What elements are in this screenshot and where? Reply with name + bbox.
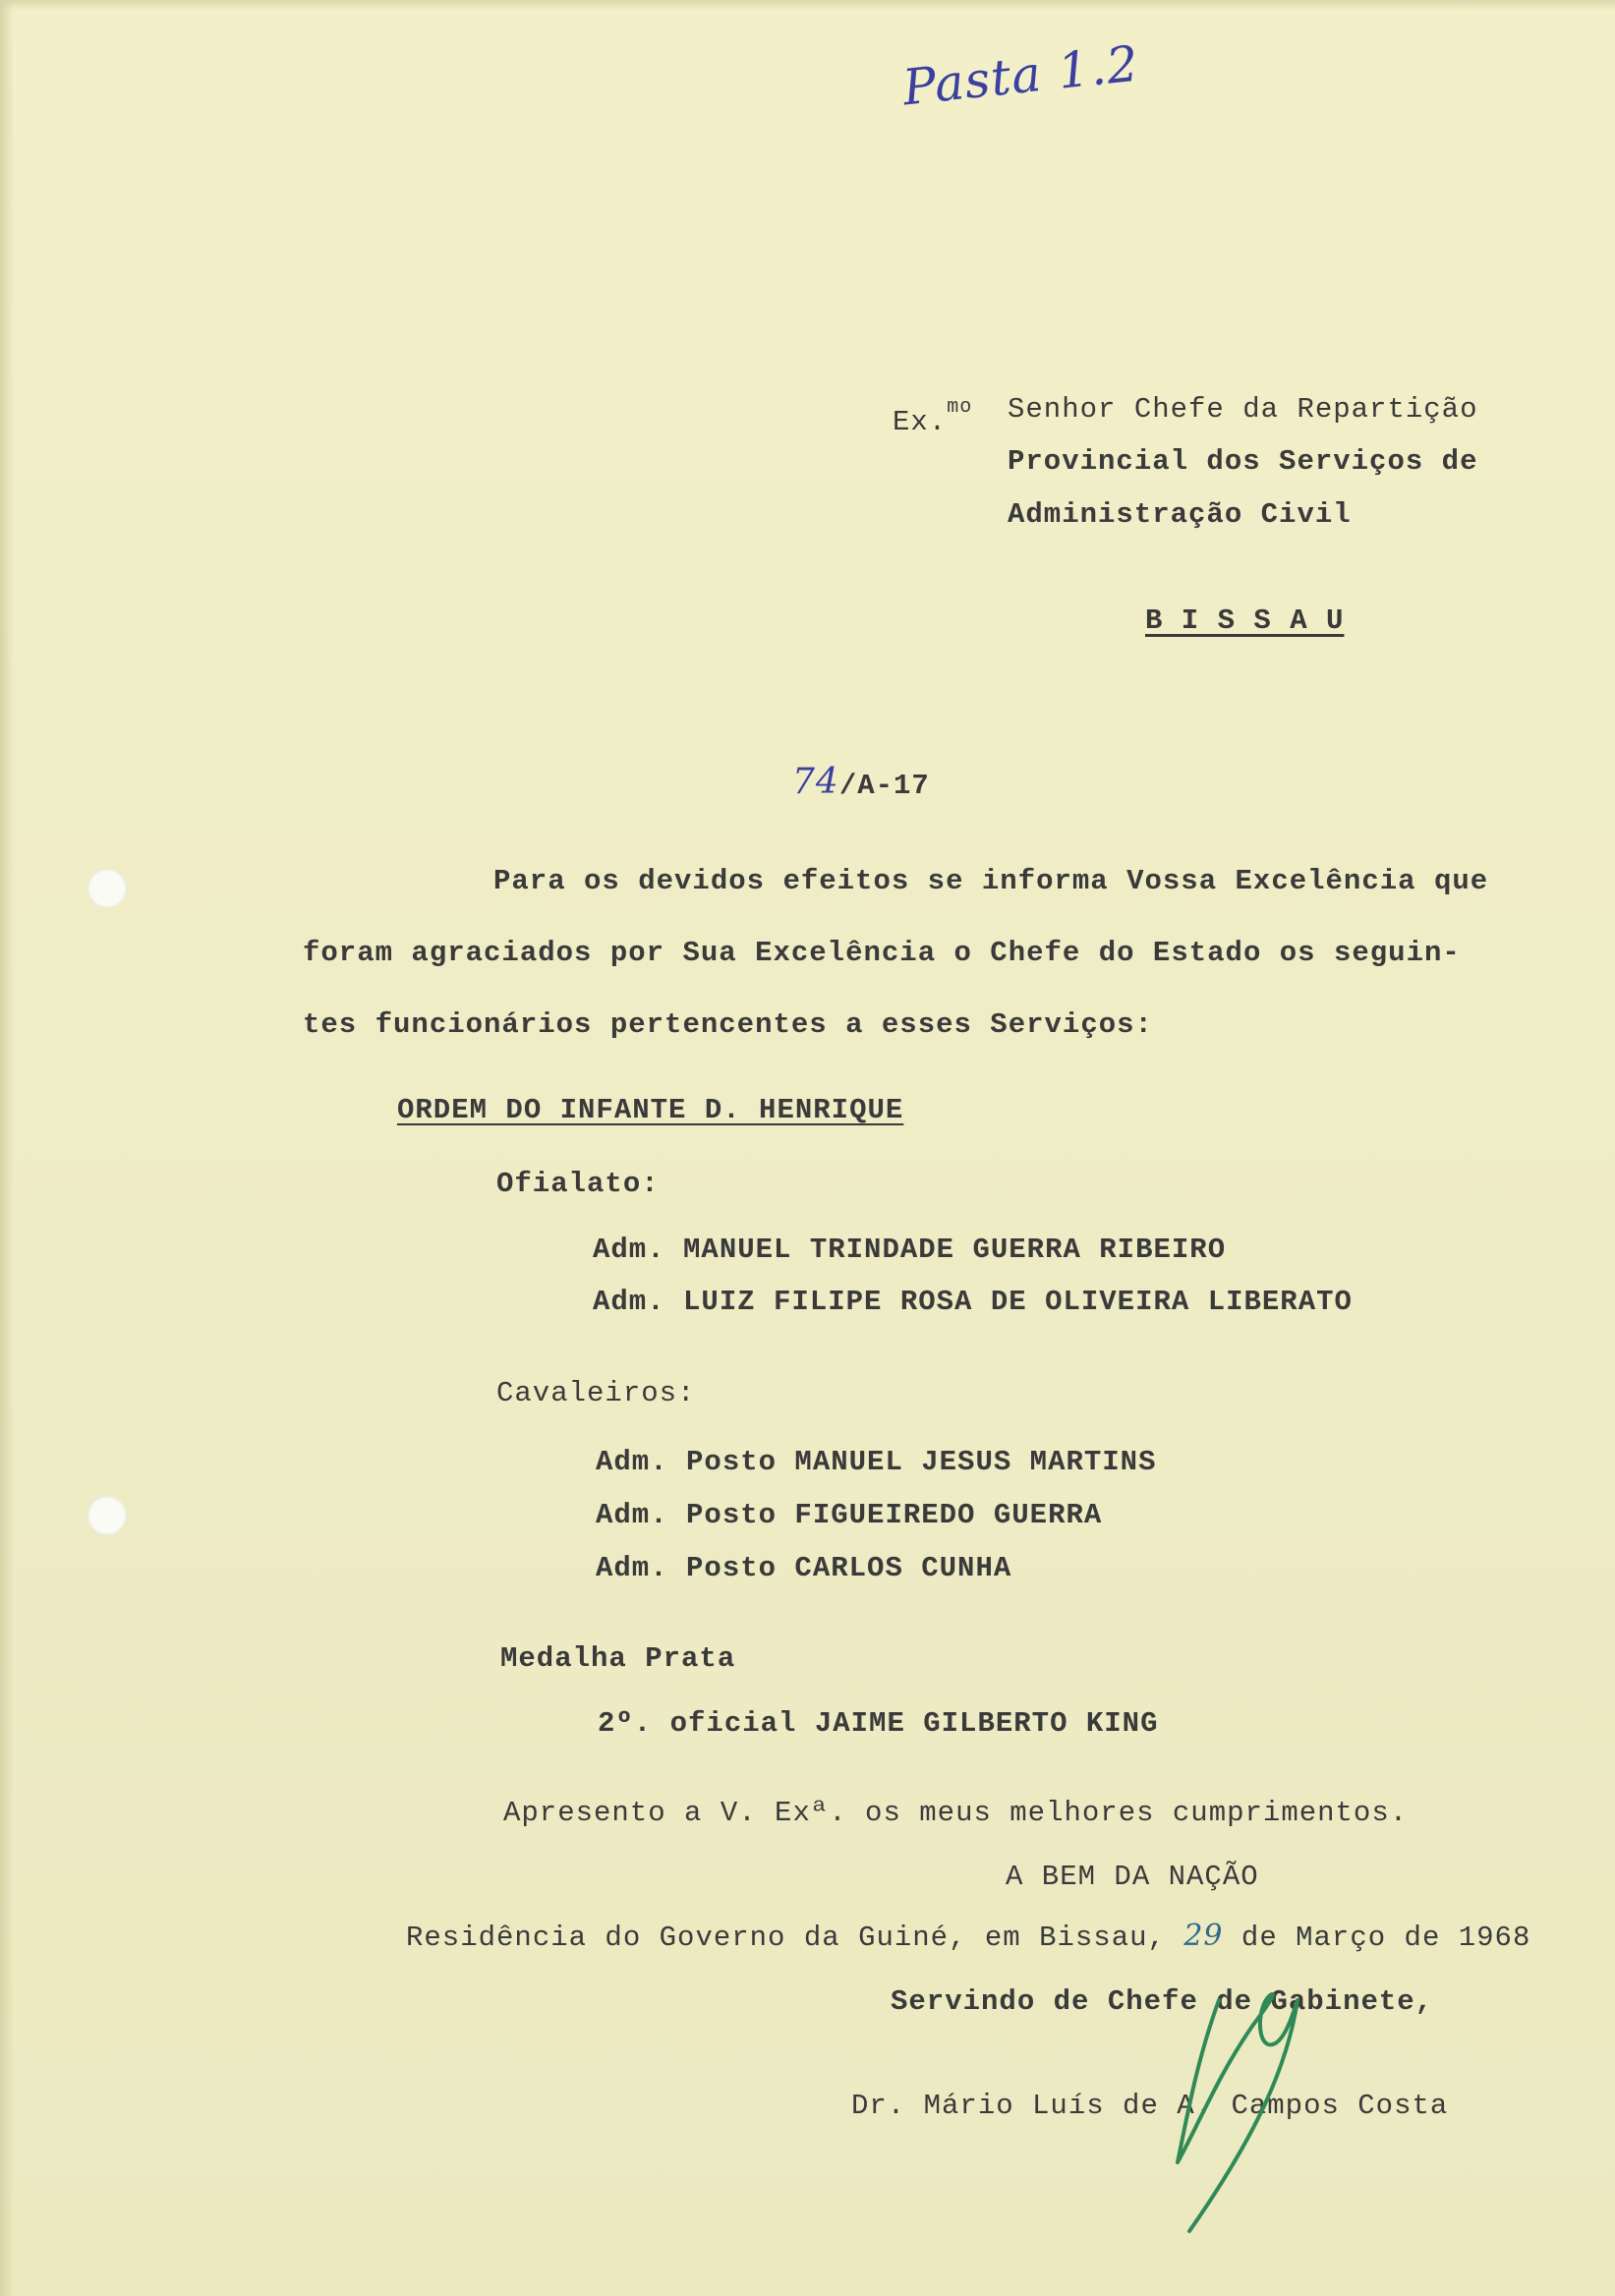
- paper-top-edge: [0, 0, 1615, 10]
- addressee-prefix: [893, 398, 972, 436]
- place-date-day: 29: [1183, 1919, 1224, 1953]
- closing-greeting: Apresento a V. Exª. os meus melhores cumprimentos.: [503, 1797, 1409, 1829]
- body-line-3: tes funcionários pertencentes a esses Serviços:: [303, 1008, 1153, 1041]
- reference-number: [792, 762, 930, 802]
- addressee-line-1: Senhor Chefe da Repartição: [1008, 393, 1478, 426]
- addressee-prefix-sup: mo: [947, 396, 973, 419]
- signature-stroke: [1178, 1994, 1298, 2231]
- addressee-city: B I S S A U: [1145, 604, 1345, 637]
- handwritten-note: Pasta 1.2: [899, 34, 1142, 117]
- cavaleiros-item: Adm. Posto FIGUEIREDO GUERRA: [596, 1499, 1103, 1531]
- closing-role: Servindo de Chefe de Gabinete,: [891, 1985, 1434, 2018]
- cavaleiros-heading: Cavaleiros:: [496, 1377, 696, 1409]
- medalha-item: 2º. oficial JAIME GILBERTO KING: [598, 1707, 1159, 1740]
- reference-number-handwritten: 74: [792, 762, 839, 802]
- cavaleiros-item: Adm. Posto CARLOS CUNHA: [596, 1552, 1012, 1584]
- body-line-2: foram agraciados por Sua Excelência o Chefe do Estado os seguin-: [303, 937, 1461, 969]
- handwritten-signature: [1160, 1946, 1337, 2241]
- addressee-line-2: Provincial dos Serviços de: [1008, 445, 1478, 478]
- closing-motto: A BEM DA NAÇÃO: [1006, 1861, 1259, 1893]
- punch-hole: [87, 869, 127, 908]
- addressee-prefix-text: Ex.: [893, 406, 948, 438]
- oficialato-heading: Ofialato:: [496, 1168, 660, 1200]
- place-date-prefix: Residência do Governo da Guiné, em Bissau,: [406, 1922, 1166, 1954]
- oficialato-item: Adm. LUIZ FILIPE ROSA DE OLIVEIRA LIBERATO: [593, 1286, 1353, 1318]
- signatory-name: Dr. Mário Luís de A. Campos Costa: [851, 2090, 1449, 2122]
- addressee-line-3: Administração Civil: [1008, 498, 1352, 531]
- place-date-suffix: de Março de 1968: [1240, 1922, 1531, 1954]
- medalha-heading: Medalha Prata: [500, 1642, 736, 1675]
- paper-left-edge: [0, 0, 14, 2296]
- punch-hole: [87, 1496, 127, 1535]
- body-line-1: Para os devidos efeitos se informa Vossa Excelência que: [493, 865, 1489, 897]
- reference-code: /A-17: [838, 770, 930, 802]
- closing-place-date: [406, 1919, 1531, 1954]
- oficialato-item: Adm. MANUEL TRINDADE GUERRA RIBEIRO: [593, 1234, 1227, 1266]
- cavaleiros-item: Adm. Posto MANUEL JESUS MARTINS: [596, 1446, 1157, 1478]
- order-title: ORDEM DO INFANTE D. HENRIQUE: [397, 1094, 904, 1126]
